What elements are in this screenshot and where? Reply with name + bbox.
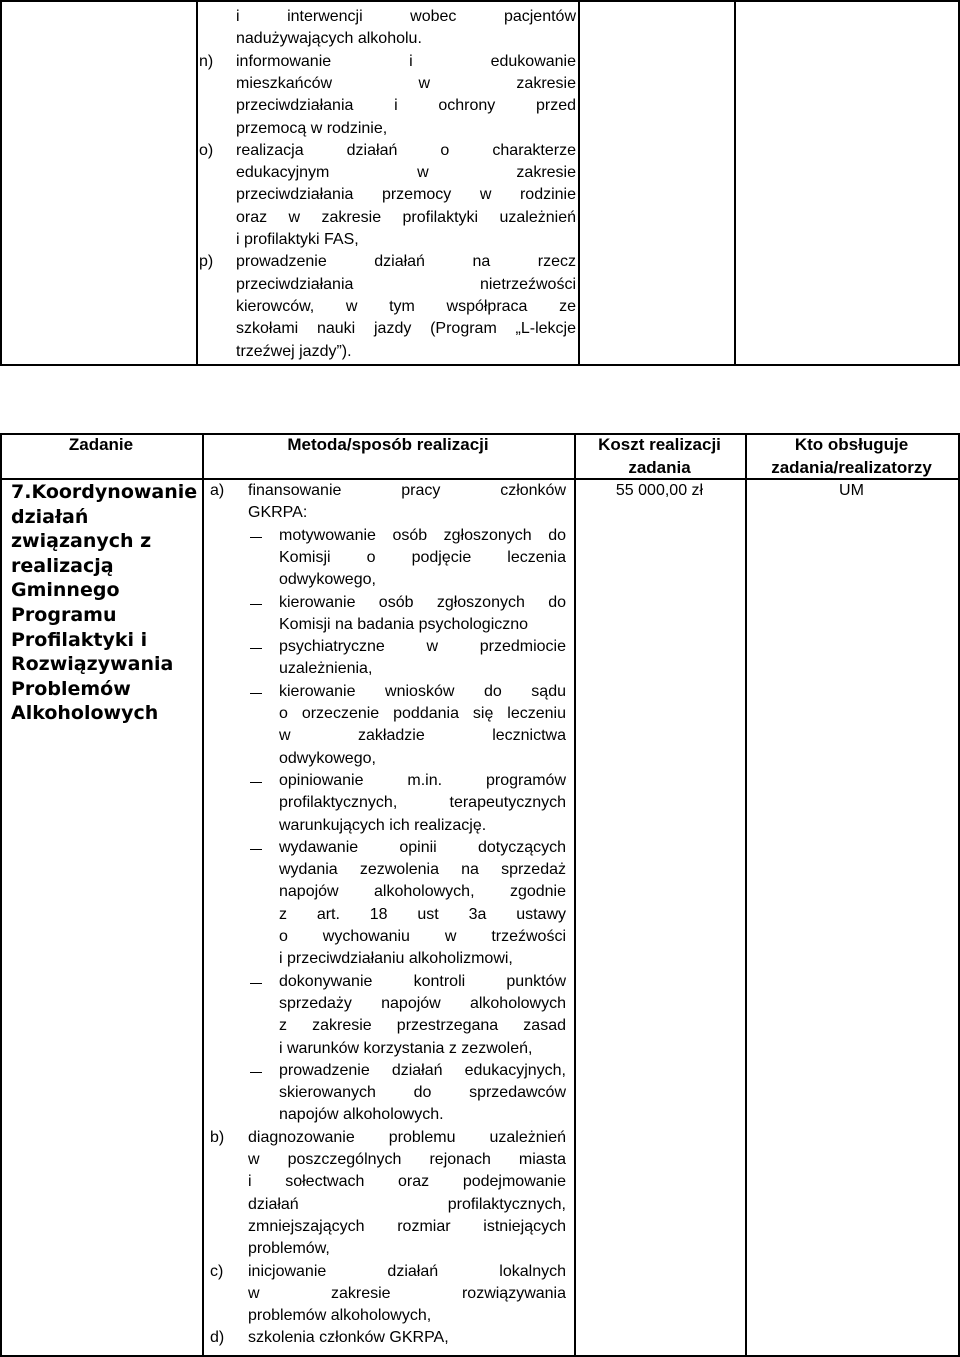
dash-bullet-icon <box>250 983 262 984</box>
method-line: Komisji na badania psychologiczno <box>279 615 529 633</box>
header-cost-line2: zadania <box>628 457 691 477</box>
text-line: przeciwdziałania przemocy w rodzinie <box>236 186 576 204</box>
method-line: uzależnienia, <box>279 660 373 678</box>
dash-bullet-icon <box>250 537 262 538</box>
method-line: Komisji o podjęcie leczenia <box>279 548 566 566</box>
method-line: w poszczególnych rejonach miasta <box>248 1151 566 1168</box>
text-line: edukacyjnym w zakresie <box>236 164 576 182</box>
method-line: wydawanie opinii dotyczących <box>279 838 566 856</box>
method-line: odwykowego, <box>279 571 376 589</box>
method-label: b) <box>210 1128 225 1146</box>
method-line: opiniowanie m.in. programów <box>279 771 566 789</box>
method-line: z art. 18 ust 3a ustawy <box>279 905 566 923</box>
text-line: przeciwdziałania i ochrony przed <box>236 97 576 115</box>
table-border <box>958 433 960 1357</box>
top-table-border <box>0 0 2 366</box>
method-line: w zakładzie lecznictwa <box>279 727 566 745</box>
top-table-border <box>0 0 960 2</box>
method-line: szkolenia członków GKRPA, <box>248 1329 449 1347</box>
dash-bullet-icon <box>250 1072 262 1073</box>
text-line: i interwencji wobec pacjentów <box>236 8 576 25</box>
task-cost: 55 000,00 zł <box>615 482 704 499</box>
dash-bullet-icon <box>250 693 262 694</box>
method-line: kierowanie osób zgłoszonych do <box>279 593 566 611</box>
text-line: i profilaktyki FAS, <box>236 231 359 248</box>
top-table-border <box>196 0 198 366</box>
text-line: oraz w zakresie profilaktyki uzależnień <box>236 208 576 226</box>
list-label: p) <box>199 253 214 271</box>
method-line: napojów alkoholowych, zgodnie <box>279 883 566 901</box>
method-label: d) <box>210 1329 225 1347</box>
text-line: szkołami nauki jazdy (Program „L-lekcje <box>236 320 576 338</box>
method-line: problemów alkoholowych, <box>248 1307 432 1325</box>
method-line: problemów, <box>248 1240 330 1258</box>
method-line: zmniejszających rozmiar istniejących <box>248 1217 566 1235</box>
method-line: skierowanych do sprzedawców <box>279 1084 566 1102</box>
method-line: wydania zezwolenia na sprzedaż <box>279 861 566 879</box>
text-line: nadużywających alkoholu. <box>236 30 422 48</box>
table-border <box>0 433 2 1357</box>
method-line: i przeciwdziałaniu alkoholizmowi, <box>279 950 513 968</box>
method-line: inicjowanie działań lokalnych <box>248 1262 566 1280</box>
method-label: c) <box>210 1262 224 1280</box>
list-label: n) <box>199 52 214 70</box>
header-cost <box>574 434 745 479</box>
method-line: napojów alkoholowych. <box>279 1106 444 1124</box>
method-line: sprzedaży napojów alkoholowych <box>279 994 566 1012</box>
dash-bullet-icon <box>250 648 262 649</box>
text-line: przeciwdziałania nietrzeźwości <box>236 275 576 293</box>
text-line: informowanie i edukowanie <box>236 52 576 70</box>
method-line: dokonywanie kontroli punktów <box>279 972 566 990</box>
method-line: i sołectwach oraz podejmowanie <box>248 1173 566 1191</box>
header-realizer-line1: Kto obsługuje <box>794 435 909 454</box>
text-line: kierowców, w tym współpraca ze <box>236 297 576 315</box>
text-line: realizacja działań o charakterze <box>236 141 576 159</box>
table-border <box>745 433 747 1357</box>
method-line: odwykowego, <box>279 749 376 767</box>
header-cost-line1: Koszt realizacji <box>598 435 721 454</box>
table-border <box>202 433 204 1357</box>
header-task: Zadanie <box>68 435 134 454</box>
method-line: działań profilaktycznych, <box>248 1195 566 1213</box>
top-table-border <box>578 0 580 366</box>
text-line: mieszkańców w zakresie <box>236 74 576 92</box>
method-line: motywowanie osób zgłoszonych do <box>279 526 566 544</box>
header-method: Metoda/sposób realizacji <box>287 435 489 454</box>
text-line: trzeźwej jazdy”). <box>236 342 352 360</box>
top-table-border <box>734 0 736 366</box>
table-border <box>0 1355 960 1357</box>
dash-bullet-icon <box>250 604 262 605</box>
top-table-border <box>0 364 960 366</box>
method-line: o orzeczenie poddania się leczeniu <box>279 705 566 722</box>
method-line: psychiatryczne w przedmiocie <box>279 638 566 656</box>
top-table-border <box>958 0 960 366</box>
method-line: prowadzenie działań edukacyjnych, <box>279 1061 566 1079</box>
dash-bullet-icon <box>250 782 262 783</box>
method-line: i warunków korzystania z zezwoleń, <box>279 1039 533 1057</box>
method-line: o wychowaniu w trzeźwości <box>279 928 566 945</box>
method-line: z zakresie przestrzegana zasad <box>279 1017 566 1035</box>
task-name: 7.Koordynowanie działań związanych z realizacją Gminnego Programu Profilaktyki i Rozwiązywania Problemów Alkoholowych <box>11 481 198 725</box>
method-line: finansowanie pracy członków <box>248 482 566 499</box>
table-border <box>574 433 576 1357</box>
method-line: diagnozowanie problemu uzależnień <box>248 1128 566 1146</box>
method-line: w zakresie rozwiązywania <box>248 1284 566 1302</box>
list-label: o) <box>199 141 214 159</box>
method-line: warunkujących ich realizację. <box>279 816 487 834</box>
header-realizer-line2: zadania/realizatorzy <box>771 457 932 477</box>
method-label: a) <box>210 482 225 499</box>
method-line: kierowanie wniosków do sądu <box>279 682 566 700</box>
dash-bullet-icon <box>250 849 262 850</box>
method-line: profilaktycznych, terapeutycznych <box>279 794 566 812</box>
header-realizer <box>745 434 958 479</box>
text-line: prowadzenie działań na rzecz <box>236 253 576 271</box>
text-line: przemocą w rodzinie, <box>236 119 388 137</box>
method-line: GKRPA: <box>248 504 308 522</box>
task-realizer: UM <box>839 482 864 499</box>
